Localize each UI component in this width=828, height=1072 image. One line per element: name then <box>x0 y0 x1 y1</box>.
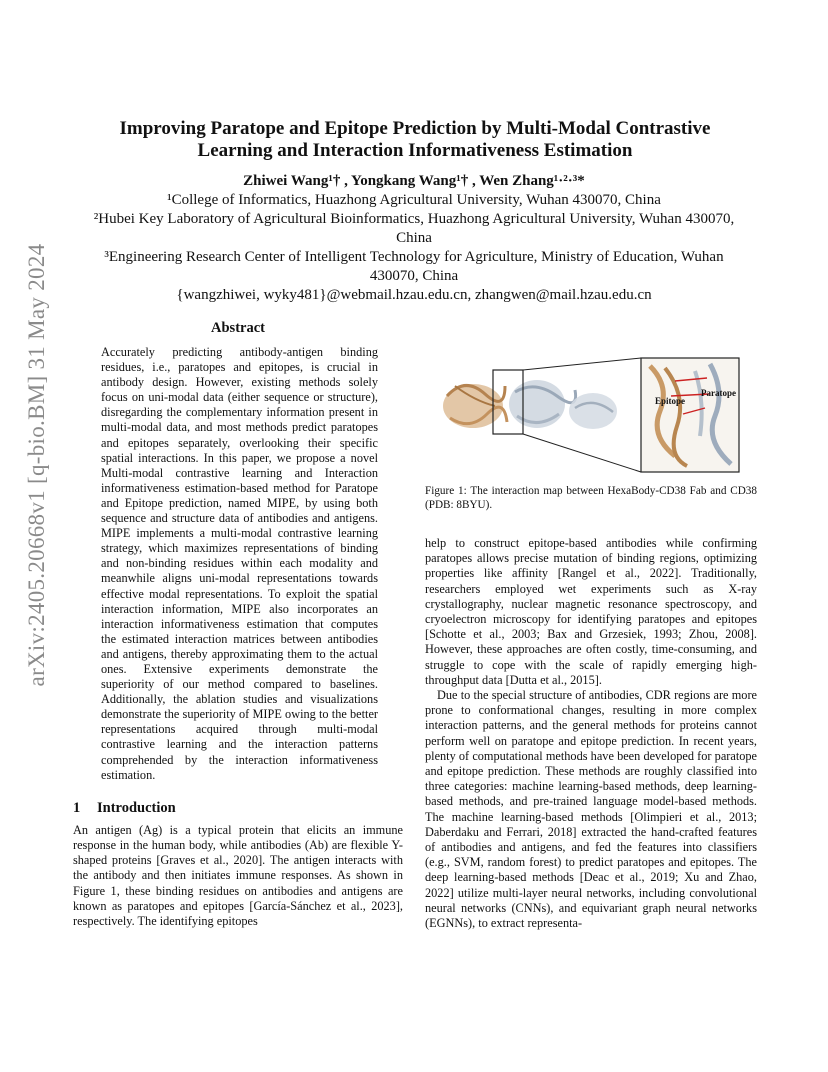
zoom-connector-bottom <box>523 434 641 472</box>
section-number: 1 <box>73 799 81 816</box>
epitope-label: Epitope <box>655 396 686 406</box>
zoomed-interface-panel <box>641 358 739 472</box>
right-column <box>425 356 757 931</box>
right-body <box>425 536 757 931</box>
zoom-connector-top <box>523 358 641 370</box>
figure-1 <box>425 356 757 474</box>
author-names: Zhiwei Wang¹† , Yongkang Wang¹† , Wen Zhang¹·²·³* <box>243 173 585 189</box>
section-title: Introduction <box>97 799 176 816</box>
right-paragraph-1: help to construct epitope-based antibodies while confirming paratopes allows precise mutation of binding regions, optimizing properties like affinity [Rangel et al., 2022]. Traditionally, researchers employed wet experiments such as X-ray crystallography, nuclear magnetic resonance spectroscopy, and cryoelectron microscopy for identifying paratopes and epitopes [Schotte et al., 2003; Bax and Grzesiek, 1993; Zhou, 2008]. However, these approaches are often costly, time-consuming, and struggle to cope with the scale of rapidly emerging high-throughput data [Dutta et al., 2015]. <box>425 536 757 687</box>
protein-interaction-illustration <box>425 356 757 474</box>
figure-caption: Figure 1: The interaction map between HexaBody-CD38 Fab and CD38 (PDB: 8BYU). <box>425 485 757 511</box>
introduction-paragraph: An antigen (Ag) is a typical protein that elicits an immune response in the human body, while antibodies (Ab) are flexible Y-shaped proteins [Graves et al., 2020]. The antigen interacts with the antibody and then initiates immune responses. As shown in Figure 1, these binding residues on antibodies and antigens are known as paratopes and epitopes [García-Sánchez et al., 2023], respectively. The identifying epitopes <box>73 822 403 928</box>
left-column <box>73 320 403 929</box>
affiliation-1: ¹College of Informatics, Huazhong Agricultural University, Wuhan 430070, China <box>167 192 661 208</box>
paper-title: Improving Paratope and Epitope Prediction by Multi-Modal Contrastive Learning and Interaction Informativeness Estimation <box>119 118 711 161</box>
arxiv-identifier: arXiv:2405.20668v1 [q-bio.BM] 31 May 2024 <box>24 243 49 687</box>
antibody-structure <box>443 384 507 428</box>
right-paragraph-2: Due to the special structure of antibodies, CDR regions are more prone to conformational changes, resulting in more complex interaction patterns, and the general methods for proteins cannot perform well on paratope and epitope prediction. In recent years, plenty of computational methods have been developed for paratope and epitope prediction. These methods are roughly classified into three categories: machine learning-based methods, deep learning-based methods, and pre-trained language model-based methods. The machine learning-based methods [Olimpieri et al., 2013; Daberdaku and Ferrari, 2018] extracted the hand-crafted features of antibodies and antigens, and fed the features into classifiers (e.g., SVM, random forest) to predict paratopes and epitopes. The deep learning-based methods [Deac et al., 2019; Xu and Zhao, 2022] utilize multi-layer neural networks, including convolutional neural networks (CNNs), and equivariant graph neural networks (EGNNs), to extract representa- <box>425 688 757 931</box>
arxiv-sidebar-stamp <box>22 243 52 687</box>
author-block <box>80 172 748 305</box>
affiliation-3: ³Engineering Research Center of Intelligent Technology for Agriculture, Ministry of Education, Wuhan 430070, China <box>104 249 724 284</box>
author-emails: {wangzhiwei, wyky481}@webmail.hzau.edu.cn, zhangwen@mail.hzau.edu.cn <box>176 287 652 303</box>
affiliation-2: ²Hubei Key Laboratory of Agricultural Bioinformatics, Huazhong Agricultural University, Wuhan 430070, China <box>93 211 735 246</box>
antigen-structure <box>509 380 617 429</box>
paratope-label: Paratope <box>701 388 736 398</box>
abstract-text: Accurately predicting antibody-antigen binding residues, i.e., paratopes and epitopes, is crucial in antibody design. However, existing methods solely focus on uni-modal data (either sequence or structure), disregarding the complementary information present in multi-modal data, and most methods predict paratopes and epitopes separately, overlooking their specific spatial interactions. In this paper, we propose a novel Multi-modal contrastive learning and Interaction informativeness estimation-based method for Paratope and Epitope prediction, named MIPE, by using both sequence and structure data of antibodies and antigens. MIPE implements a multi-modal contrastive learning strategy, which maximizes representations of binding and non-binding residues within each modality and meanwhile aligns uni-modal representations towards effective modal representations. To exploit the spatial interaction information, MIPE also incorporates an interaction informativeness estimation that computes the estimated interaction matrices between antibodies and antigens, thereby approximating them to the actual ones. Extensive experiments demonstrate the superiority of our method compared to baselines. Additionally, the ablation studies and visualizations demonstrate the superiority of MIPE owing to the better representations acquired through multi-modal contrastive learning and the interaction patterns comprehended by the interaction informativeness estimation. <box>101 345 378 782</box>
abstract-heading: Abstract <box>211 320 265 336</box>
section-heading-introduction <box>73 800 403 817</box>
